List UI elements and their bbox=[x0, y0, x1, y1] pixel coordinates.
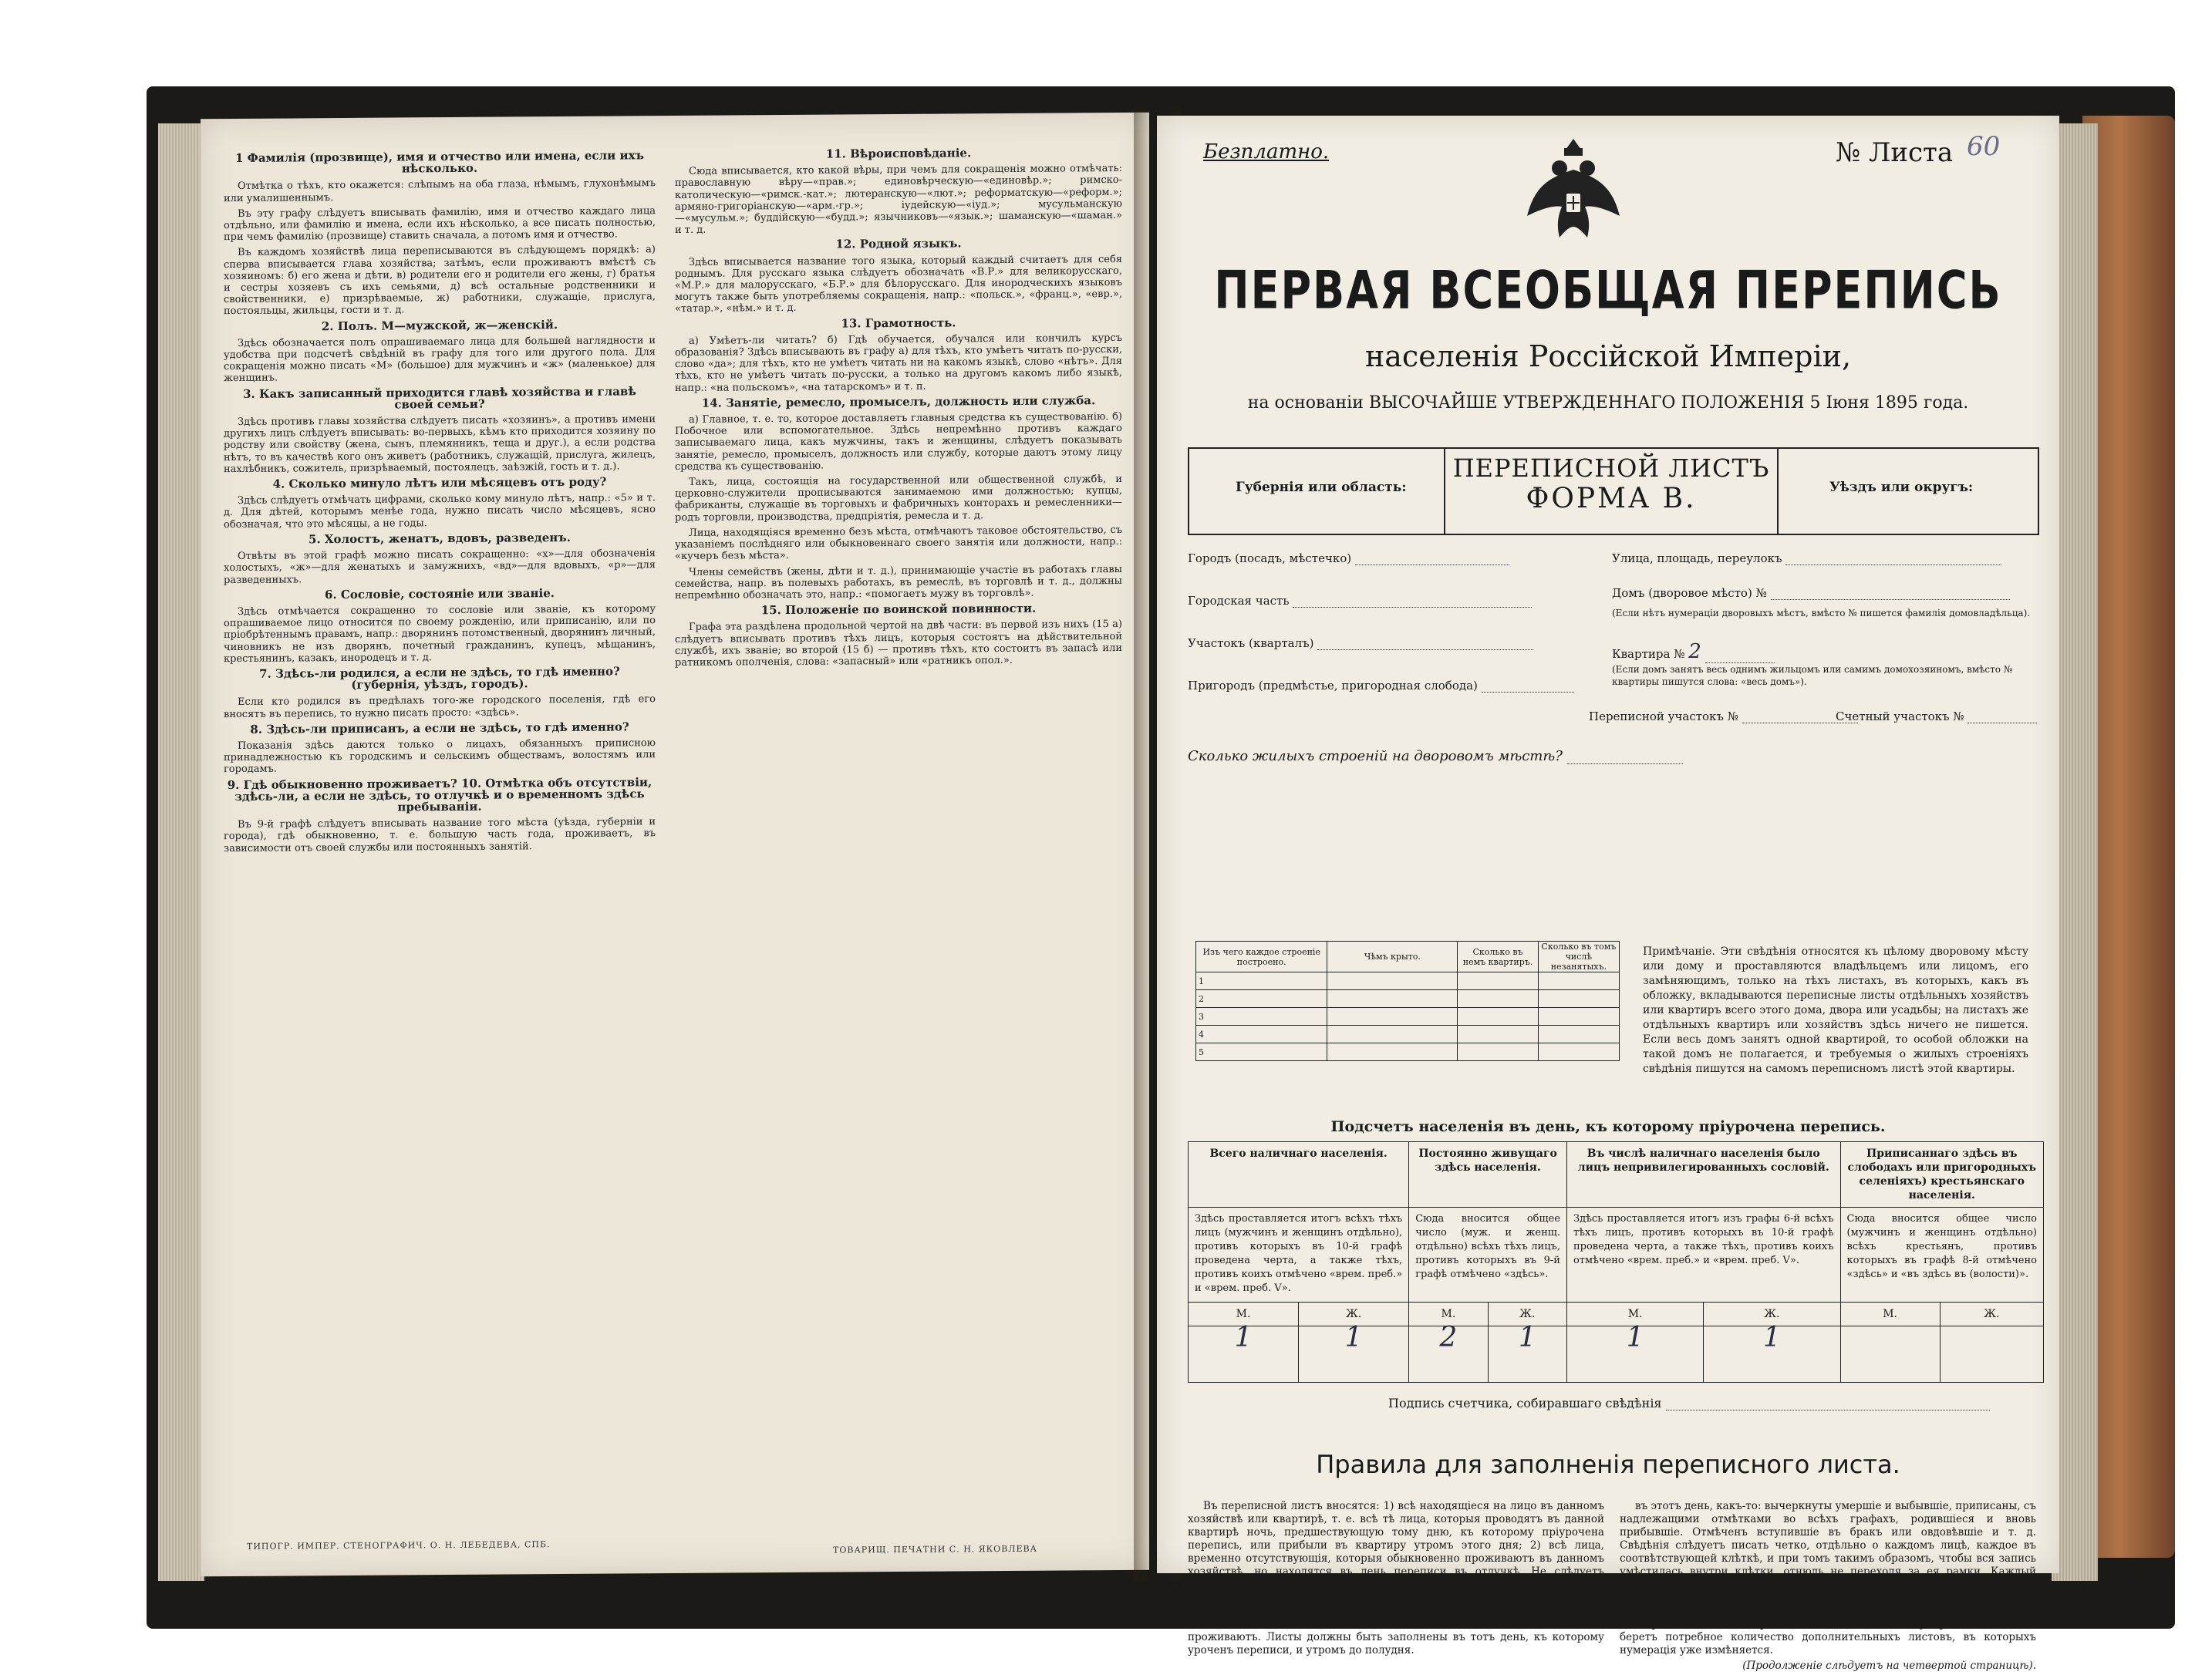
population-table bbox=[1188, 1141, 2044, 1383]
left-page-printer-note-2: ТОВАРИЩ. ПЕЧАТНИ С. Н. ЯКОВЛЕВА bbox=[833, 1543, 1037, 1555]
dwellings-cell bbox=[1538, 1026, 1619, 1043]
instruction-heading: 11. Вѣроисповѣданіе. bbox=[825, 146, 972, 161]
instruction-text: Въ 9-й графѣ слѣдуетъ вписывать название того мѣста (уѣзда, губерніи и города), гдѣ обыкновенно, т. е. большую часть года, проживаетъ, въ зависимости отъ своей службы или постоянныхъ занятій. bbox=[224, 816, 656, 854]
population-table-descriptions bbox=[1189, 1208, 2044, 1303]
right-page bbox=[1157, 116, 2059, 1672]
instruction-heading: 14. Занятіе, ремесло, промыселъ, должность или служба. bbox=[701, 393, 1096, 410]
form-title-line-1: ПЕРЕПИСНОЙ ЛИСТЪ bbox=[1452, 453, 1770, 483]
rules-column-1: Въ переписной листъ вносятся: 1) всѣ находящіеся на лицо въ данномъ хозяйствѣ или квартирѣ, т. е. всѣ тѣ лица, которыя проводятъ въ данной квартирѣ ночь, предшествующую тому дню, къ которому пріурочена перепись, или прибыли въ квартиру утромъ этого дня; 2) всѣ лица, временно отсутствующія, которыя обыкновенно проживаютъ въ данномъ хозяйствѣ, но находятся въ день переписи въ отлучкѣ. Не слѣдуетъ записывать только тѣхъ лицъ, которыя обыкновенно проживаютъ въ другихъ мѣстахъ, но находятся здѣсь временно. Эти правила относятся какъ къ лицамъ обоего пола, такъ и къ дѣтямъ всѣхъ возрастовъ. Подобныя лица должны быть записаны тамъ, гдѣ они обыкновенно проживаютъ. Листы должны быть заполнены въ тотъ день, къ которому уроченъ переписи, и утромъ до полудня. bbox=[1188, 1500, 1604, 1656]
instruction-text: Показанія здѣсь даются только о лицахъ, обязанныхъ приписною принадлежностью къ городскимъ и сельскимъ обществамъ, волостямъ или городамъ. bbox=[224, 737, 656, 776]
dwellings-table bbox=[1195, 941, 1620, 1061]
instruction-text: Если кто родился въ предѣлахъ того-же городского поселенія, гдѣ его вносятъ въ перепись, то нужно писать просто: «здѣсь». bbox=[224, 693, 656, 720]
dwellings-row bbox=[1196, 972, 1620, 990]
census-subtitle: населенія Россійской Имперіи, bbox=[1364, 339, 1852, 373]
population-header-unprivileged: Въ числѣ наличнаго населенія было лицъ непривилегированныхъ сословій. bbox=[1566, 1142, 1840, 1208]
field-house-note: (Если нѣтъ нумераціи дворовыхъ мѣстъ, вмѣсто № пишется фамилія домовладѣльца). bbox=[1612, 608, 2031, 618]
field-city-part: Городская часть bbox=[1188, 594, 1532, 608]
population-value-handwritten: 1 bbox=[1704, 1326, 1840, 1383]
population-value-handwritten: 1 bbox=[1566, 1326, 1703, 1383]
imperial-eagle-icon bbox=[1519, 131, 1627, 254]
population-header-resident: Постоянно живущаго здѣсь населенія. bbox=[1409, 1142, 1567, 1208]
population-value-handwritten bbox=[1840, 1326, 1940, 1383]
field-city: Городъ (посадъ, мѣстечко) bbox=[1188, 551, 1509, 565]
population-value-handwritten: 1 bbox=[1488, 1326, 1566, 1383]
district-label: Уѣздъ или округъ: bbox=[1829, 480, 1974, 495]
province-label: Губернія или область: bbox=[1236, 480, 1407, 495]
dwellings-cell bbox=[1538, 1008, 1619, 1026]
left-page-column-2 bbox=[675, 143, 1122, 1535]
population-header-peasant: Приписаннаго здѣсь въ слободахъ или пригородныхъ селеніяхъ) крестьянскаго населенія. bbox=[1840, 1142, 2043, 1208]
instruction-heading: 7. Здѣсь-ли родился, а если не здѣсь, то гдѣ именно? (губернія, уѣздъ, городъ). bbox=[259, 664, 620, 693]
population-sex-row bbox=[1189, 1303, 2044, 1326]
population-value-handwritten: 2 bbox=[1409, 1326, 1488, 1383]
instruction-text: Лица, находящіяся временно безъ мѣста, отмѣчаютъ таковое обстоятельство, съ указаніемъ послѣдняго или обыкновеннаго своего занятія или должности, напр.: «кучеръ безъ мѣста». bbox=[675, 524, 1122, 563]
dwellings-cell bbox=[1538, 1043, 1619, 1061]
census-basis: на основаніи ВЫСОЧАЙШЕ УТВЕРЖДЕННАГО ПОЛОЖЕНІЯ 5 Іюня 1895 года. bbox=[1247, 393, 1969, 413]
population-desc-peasant: Сюда вносится общее число (мужчинъ и женщинъ отдѣльно) всѣхъ крестьянъ, противъ которыхъ въ графѣ 8-й отмѣчено «здѣсь» и «въ здѣсь въ (волости)». bbox=[1840, 1208, 2043, 1303]
population-sex-label: М. bbox=[1189, 1303, 1299, 1326]
instruction-text: а) Главное, т. е. то, которое доставляетъ главныя средства къ существованію. б) Побочное или вспомогательное. Здѣсь непремѣнно противъ каждаго записываемаго лица, какъ мужчины, такъ и женщины, слѣдуетъ показывать занятіе, ремесло, промыселъ, должность или службу, которые даютъ этому лицу средства къ существованію. bbox=[675, 411, 1122, 473]
instruction-text: Такъ, лица, состоящія на государственной или общественной службѣ, и церковно-служители прописываются занимаемою ими должностью; купцы, фабриканты, служащіе въ торговыхъ и фабричныхъ конторахъ и ремесленники—родъ торговли, производства, предпріятія, ремесла и т. д. bbox=[675, 474, 1122, 524]
dwellings-table-header bbox=[1196, 942, 1620, 972]
dwellings-header-apartments: Сколько въ немъ квартиръ. bbox=[1458, 942, 1538, 972]
instruction-text: Здѣсь слѣдуетъ отмѣчать цифрами, сколько кому минуло лѣтъ, напр.: «5» и т. д. Для дѣтей, которымъ менѣе года, нужно писать число мѣсяцевъ, ясно обозначая, что это мѣсяцы, а не годы. bbox=[224, 492, 656, 531]
population-value-handwritten: 1 bbox=[1189, 1326, 1299, 1383]
field-count-district: Счетный участокъ № bbox=[1836, 709, 2037, 723]
population-sex-label: Ж. bbox=[1704, 1303, 1840, 1326]
instruction-heading: 15. Положеніе по воинской повинности. bbox=[760, 601, 1037, 618]
field-apartment: Квартира № 2 bbox=[1612, 640, 1775, 663]
instruction-heading: 2. Полъ. М—мужской, ж—женскій. bbox=[321, 317, 558, 333]
sheet-number-label: № Листа bbox=[1836, 137, 1954, 168]
population-desc-unprivileged: Здѣсь проставляется итогъ изъ графы 6-й всѣхъ тѣхъ лицъ, противъ которыхъ въ 10-й графѣ проведена черта, а также тѣхъ, противъ коихъ отмѣчено «врем. преб.» и «врем. преб. V». bbox=[1566, 1208, 1840, 1303]
left-page-printer-note: ТИПОГР. ИМПЕР. СТЕНОГРАФИЧ. О. Н. ЛЕБЕДЕВА, СПБ. bbox=[247, 1539, 551, 1552]
dwellings-header-roof: Чѣмъ крыто. bbox=[1327, 942, 1458, 972]
dwellings-note: Примѣчаніе. Эти свѣдѣнія относятся къ цѣлому дворовому мѣсту или дому и проставляются владѣльцемъ или лицомъ, его замѣняющимъ, только на тѣхъ листахъ, въ которыхъ, какъ въ обложку, вкладываются переписные листы отдѣльныхъ хозяйствъ или квартиръ всего этого дома, двора или усадьбы; на листахъ же отдѣльныхъ квартиръ или хозяйствъ здѣсь ничего не пишется. Если весь домъ занятъ одной квартирой, то особой обложки на такой домъ не полагается, и требуемыя о жилыхъ строеніяхъ свѣдѣнія пишутся на самомъ переписномъ листѣ этой квартиры. bbox=[1643, 945, 2028, 1075]
dwellings-row bbox=[1196, 1043, 1620, 1061]
free-label: Безплатно. bbox=[1203, 140, 1330, 163]
sheet-number-value: 60 bbox=[1967, 131, 2001, 162]
instruction-text: Здѣсь отмѣчается сокращенно то сословіе или званіе, къ которому опрашиваемое лицо относится по своему рожденію, или приписанію, или по пріобрѣтеннымъ правамъ, напр.: дворянинъ потомственный, дворянинъ личный, чиновникъ не изъ дворянъ, почетный гражданинъ, купецъ, мѣщанинъ, крестьянинъ, казакъ, инородецъ и т. д. bbox=[224, 603, 656, 665]
population-table-header bbox=[1189, 1142, 2044, 1208]
dwellings-row bbox=[1196, 1026, 1620, 1043]
instruction-heading: 4. Сколько минуло лѣтъ или мѣсяцевъ отъ роду? bbox=[272, 474, 607, 491]
population-value-handwritten bbox=[1940, 1326, 2043, 1383]
field-house: Домъ (дворовое мѣсто) № bbox=[1612, 586, 2010, 600]
population-sex-label: Ж. bbox=[1299, 1303, 1409, 1326]
instruction-text: Здѣсь обозначается полъ опрашиваемаго лица для большей наглядности и удобства при подсчетѣ свѣдѣній въ графу для того или другого пола. Для сокращенія можно писать «М» (большое) для мужчинъ и «ж» (маленькое) для женщинъ. bbox=[224, 335, 656, 385]
instruction-text: Здѣсь противъ главы хозяйства слѣдуетъ писать «хозяинъ», а противъ имени другихъ лицъ слѣдуетъ вписывать: во-первыхъ, кѣмъ кто приходится хозяину по родству или свойству (жена, сынъ, племянникъ, теща и друг.), а если родства нѣтъ, то въ качествѣ кого онъ живетъ (работникъ, служащій, прислуга, жилецъ, нахлѣбникъ, сожитель, призрѣваемый, постоялецъ, заѣзжій, гость и т. д.). bbox=[224, 413, 656, 475]
form-header-box bbox=[1188, 447, 2039, 535]
instruction-heading: 5. Холостъ, женатъ, вдовъ, разведенъ. bbox=[309, 530, 571, 547]
field-precinct: Участокъ (кварталъ) bbox=[1188, 636, 1533, 650]
instruction-heading: 12. Родной языкъ. bbox=[835, 236, 962, 251]
field-street: Улица, площадь, переулокъ bbox=[1612, 551, 2001, 565]
instruction-text: Графа эта раздѣлена продольной чертой на двѣ части: въ первой изъ нихъ (15 а) слѣдуетъ вписывать противъ тѣхъ лицъ, которыя состоятъ на дѣйствительной службѣ, ихъ званіе; во второй (15 б) — противъ тѣхъ, кто состоитъ въ запасѣ или ратникомъ ополченія, слова: «запасный» или «ратникъ опол.». bbox=[675, 618, 1122, 669]
apartment-number-handwritten: 2 bbox=[1688, 640, 1701, 663]
census-title: ПЕРВАЯ ВСЕОБЩАЯ ПЕРЕПИСЬ bbox=[1214, 260, 2002, 321]
instruction-heading: 6. Сословіе, состояніе или званіе. bbox=[325, 585, 555, 602]
population-desc-total: Здѣсь проставляется итогъ всѣхъ тѣхъ лицъ (мужчинъ и женщинъ отдѣльно), противъ которыхъ въ 10-й графѣ проведена черта, а также тѣхъ, противъ коихъ отмѣчено «врем. преб.» и «врем. преб. V». bbox=[1189, 1208, 1409, 1303]
field-census-district: Переписной участокъ № bbox=[1589, 709, 1858, 723]
population-desc-resident: Сюда вносится общее число (муж. и женщ. отдѣльно) всѣхъ тѣхъ лицъ, противъ которыхъ въ 9-й графѣ отмѣчено «здѣсь». bbox=[1409, 1208, 1567, 1303]
dwellings-header-vacant: Сколько въ томъ числѣ незанятыхъ. bbox=[1538, 942, 1619, 972]
dwellings-cell bbox=[1538, 972, 1619, 990]
instruction-heading: 1 Фамилія (прозвище), имя и отчество или имена, если ихъ нѣсколько. bbox=[234, 148, 645, 176]
dwellings-question: Сколько жилыхъ строеній на дворовомъ мѣстѣ? bbox=[1188, 748, 1683, 764]
dwellings-cell bbox=[1458, 972, 1538, 990]
instruction-heading: 9. Гдѣ обыкновенно проживаетъ? 10. Отмѣтка объ отсутствіи, здѣсь-ли, а если не здѣсь, то отлучкѣ и о временномъ здѣсь пребываніи. bbox=[227, 774, 652, 814]
population-sex-label: Ж. bbox=[1488, 1303, 1566, 1326]
population-value-handwritten: 1 bbox=[1299, 1326, 1409, 1383]
form-title-line-2: ФОРМА В. bbox=[1526, 483, 1697, 514]
rules-title: Правила для заполненія переписного листа. bbox=[1316, 1450, 1900, 1479]
dwellings-cell bbox=[1327, 990, 1458, 1008]
population-count-title: Подсчетъ населенія въ день, къ которому пріурочена перепись. bbox=[1330, 1118, 1886, 1135]
population-sex-label: М. bbox=[1840, 1303, 1940, 1326]
instruction-text: Здѣсь вписывается название того языка, который каждый считаетъ для себя роднымъ. Для русскаго языка слѣдуетъ обозначать «В.Р.» для великорусскаго, «М.Р.» для малорусскаго, «Б.Р.» для бѣлорусскаго. Для инородческихъ языковъ могутъ также быть употребляемы сокращенія, напр.: «польск.», «франц.», «евр.», «татар.», «нѣм.» и т. д. bbox=[675, 253, 1122, 315]
dwellings-row-number: 4 bbox=[1196, 1026, 1327, 1043]
dwellings-cell bbox=[1327, 972, 1458, 990]
population-sex-label: М. bbox=[1566, 1303, 1703, 1326]
field-apartment-note: (Если домъ занятъ весь однимъ жильцомъ или самимъ домохозяиномъ, вмѣсто № квартиры пишутся слова: «весь домъ»). bbox=[1612, 664, 2013, 687]
population-sex-label: Ж. bbox=[1940, 1303, 2043, 1326]
field-suburb: Пригородъ (предмѣстье, пригородная слобода) bbox=[1188, 679, 1574, 693]
enumerator-signature: Подпись счетчика, собиравшаго свѣдѣнія bbox=[1388, 1396, 1990, 1410]
left-page bbox=[201, 113, 1149, 1577]
dwellings-cell bbox=[1458, 1026, 1538, 1043]
instruction-heading: 8. Здѣсь-ли приписанъ, а если не здѣсь, то гдѣ именно? bbox=[250, 720, 629, 736]
dwellings-cell bbox=[1327, 1043, 1458, 1061]
dwellings-cell bbox=[1458, 990, 1538, 1008]
dwellings-row-number: 5 bbox=[1196, 1043, 1327, 1061]
left-page-column-1 bbox=[224, 147, 656, 1530]
instruction-text: Отмѣтка о тѣхъ, кто окажется: слѣпымъ на оба глаза, нѣмымъ, глухонѣмымъ или умалишеннымъ. bbox=[224, 177, 656, 204]
left-page-stack bbox=[158, 123, 204, 1581]
dwellings-cell bbox=[1538, 990, 1619, 1008]
instruction-heading: 3. Какъ записанный приходится главѣ хозяйства и главѣ своей семьи? bbox=[243, 384, 636, 412]
population-values-row bbox=[1189, 1326, 2044, 1383]
dwellings-row-number: 1 bbox=[1196, 972, 1327, 990]
instruction-text: Въ каждомъ хозяйствѣ лица переписываются въ слѣдующемъ порядкѣ: а) сперва вписывается глава хозяйства; затѣмъ, если проживаютъ вмѣстѣ съ хозяиномъ: б) его жена и дѣти, в) родители его и родители его жены, г) братья и сестры хозяевъ съ ихъ семьями, д) всѣ остальные родственники и свойственники, е) призрѣваемые, ж) работники, служащіе, прислуга, постояльцы, жильцы, гости и т. д. bbox=[224, 244, 656, 318]
dwellings-row bbox=[1196, 1008, 1620, 1026]
dwellings-cell bbox=[1458, 1043, 1538, 1061]
rules-column-2: въ этотъ день, какъ-то: вычеркнуты умершіе и выбывшіе, приписаны, съ надлежащими отмѣтками во всѣхъ графахъ, родившіеся и вновь прибывшіе. Отмѣченъ вступившіе въ бракъ или овдовѣвшіе и т. д. Свѣдѣнія слѣдуетъ писать четко, отдѣльно о каждомъ лицѣ, каждое въ соотвѣтствующей клѣткѣ, и при томъ такимъ образомъ, чтобы вся запись умѣстилась внутри клѣтки, отнюдь не переходя за ея рамки. Каждый листъ предназначенъ для записыванія свѣдѣній о десяти (10) лицахъ; если число лицъ, находящихся въ хозяйствѣ или квартирѣ, менѣе 10, то оставшіяся въ первой графѣ свободные №№ зачеркиваются; если же, наоборотъ, число лицъ, принадлежащихъ къ хозяйству, превышаетъ 10, то беретъ потребное количество дополнительныхъ листовъ, въ которыхъ нумерація уже измѣняется. (Продолженіе слѣдуетъ на четвертой страницѣ). bbox=[1620, 1500, 2037, 1672]
form-title-box bbox=[1444, 447, 1779, 534]
dwellings-row bbox=[1196, 990, 1620, 1008]
dwellings-cell bbox=[1327, 1008, 1458, 1026]
dwellings-cell bbox=[1458, 1008, 1538, 1026]
instruction-text: Сюда вписывается, кто какой вѣры, при чемъ для сокращенія можно отмѣчать: православную вѣру—«прав.»; единовѣрческую—«единовѣр.»; римско-католическую—«римск.-кат.»; лютеранскую—«лют.»; реформатскую—«реформ.»; армяно-григоріанскую—«арм.-гр.»; іудейскую—«іуд.»; мусульманскую—«мусульм.»; буддійскую—«будд.»; язычниковъ—«язык.»; шаманскую—«шаман.» и т. д. bbox=[675, 163, 1122, 237]
instruction-heading: 13. Грамотность. bbox=[841, 315, 956, 331]
population-header-total: Всего наличнаго населенія. bbox=[1189, 1142, 1409, 1208]
instruction-text: Члены семействъ (жены, дѣти и т. д.), принимающіе участіе въ работахъ главы семейства, напр. въ полевыхъ работахъ, въ ремеслѣ, въ торговлѣ и т. д., должны непремѣнно обозначать это, напр.: «помогаетъ мужу въ торговлѣ». bbox=[675, 563, 1122, 602]
instruction-text: а) Умѣетъ-ли читать? б) Гдѣ обучается, обучался или кончилъ курсъ образованія? Здѣсь вписывають въ графу а) для тѣхъ, кто умѣетъ читать по-русски, слово «да»; для тѣхъ, кто не умѣетъ читать ни на какомъ языкѣ, слово «нѣтъ». Для тѣхъ, кто не умѣетъ читать по-русски, а только на другомъ какомъ либо языкѣ, напр.: «на польскомъ», «на татарскомъ» и т. п. bbox=[675, 332, 1122, 394]
dwellings-cell bbox=[1327, 1026, 1458, 1043]
instruction-text: Въ эту графу слѣдуетъ вписывать фамилію, имя и отчество каждаго лица отдѣльно, или фамилію и имена, если ихъ нѣсколько, а все писать полностью, при чемъ фамилію (прозвище) ставить сначала, а потомъ имя и отчество. bbox=[224, 204, 656, 244]
dwellings-header-material: Изъ чего каждое строеніе построено. bbox=[1196, 942, 1327, 972]
dwellings-row-number: 2 bbox=[1196, 990, 1327, 1008]
rules-continued-note: (Продолженіе слѣдуетъ на четвертой страницѣ). bbox=[1742, 1660, 2036, 1672]
dwellings-row-number: 3 bbox=[1196, 1008, 1327, 1026]
instruction-text: Отвѣты въ этой графѣ можно писать сокращенно: «х»—для обозначенія холостыхъ, «ж»—для женатыхъ и замужнихъ, «вд»—для вдовыхъ, «р»—для разведенныхъ. bbox=[224, 548, 656, 586]
population-sex-label: М. bbox=[1409, 1303, 1488, 1326]
